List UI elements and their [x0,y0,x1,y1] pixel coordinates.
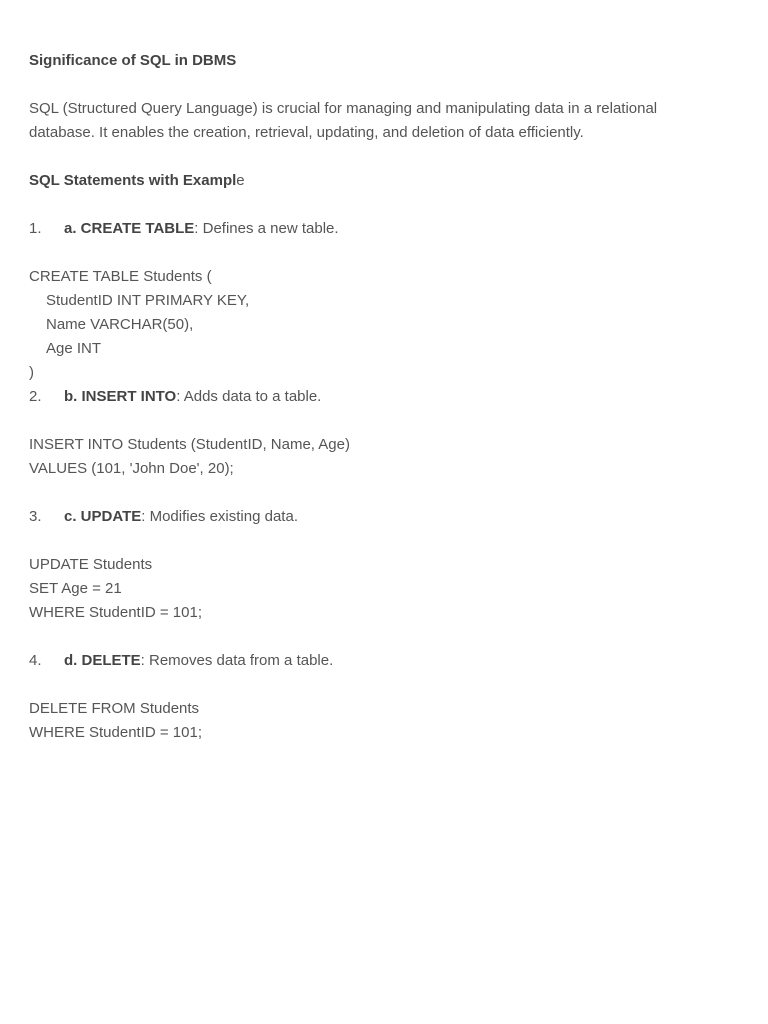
list-item-description: : Adds data to a table. [176,388,322,405]
list-item-delete [29,649,729,673]
spacer [29,193,729,217]
list-item-keyword: b. INSERT INTO [64,388,177,405]
list-item-number: 4. [29,652,42,669]
list-item-number: 3. [29,508,42,525]
document-body [29,49,729,745]
list-item-insert-into [29,385,729,409]
code-line: UPDATE Students [29,556,153,573]
spacer [29,625,729,649]
code-line: CREATE TABLE Students ( [29,268,212,285]
list-item-keyword: d. DELETE [64,652,141,669]
spacer [29,145,729,169]
list-item-text [64,385,321,409]
list-item-update [29,505,729,529]
spacer [29,409,729,433]
list-item-text [64,217,339,241]
section-heading-tail: e [236,172,245,189]
list-item-description: : Defines a new table. [194,220,339,237]
code-line: ) [29,364,34,381]
code-line: Age INT [46,340,102,357]
document-title: Significance of SQL in DBMS [29,52,237,69]
code-line: Name VARCHAR(50), [46,316,194,333]
code-line: WHERE StudentID = 101; [29,724,202,741]
code-line: INSERT INTO Students (StudentID, Name, Age) [29,436,350,453]
code-line: DELETE FROM Students [29,700,200,717]
list-item-keyword: a. CREATE TABLE [64,220,195,237]
spacer [29,241,729,265]
section-heading [29,169,729,193]
list-item-text [64,505,298,529]
spacer [29,673,729,697]
section-heading-bold: SQL Statements with Exampl [29,172,237,189]
code-line: WHERE StudentID = 101; [29,604,202,621]
spacer [29,73,729,97]
list-item-create-table [29,217,729,241]
spacer [29,481,729,505]
list-item-number: 1. [29,220,42,237]
intro-line-1: SQL (Structured Query Language) is crucial for managing and manipulating data in a relational [29,100,658,117]
intro-line-2: database. It enables the creation, retrieval, updating, and deletion of data efficiently. [29,124,584,141]
list-item-description: : Modifies existing data. [141,508,298,525]
list-item-number: 2. [29,388,42,405]
code-line: StudentID INT PRIMARY KEY, [46,292,250,309]
code-line: VALUES (101, 'John Doe', 20); [29,460,234,477]
code-line: SET Age = 21 [29,580,122,597]
list-item-text [64,649,333,673]
list-item-keyword: c. UPDATE [64,508,142,525]
spacer [29,529,729,553]
list-item-description: : Removes data from a table. [140,652,334,669]
